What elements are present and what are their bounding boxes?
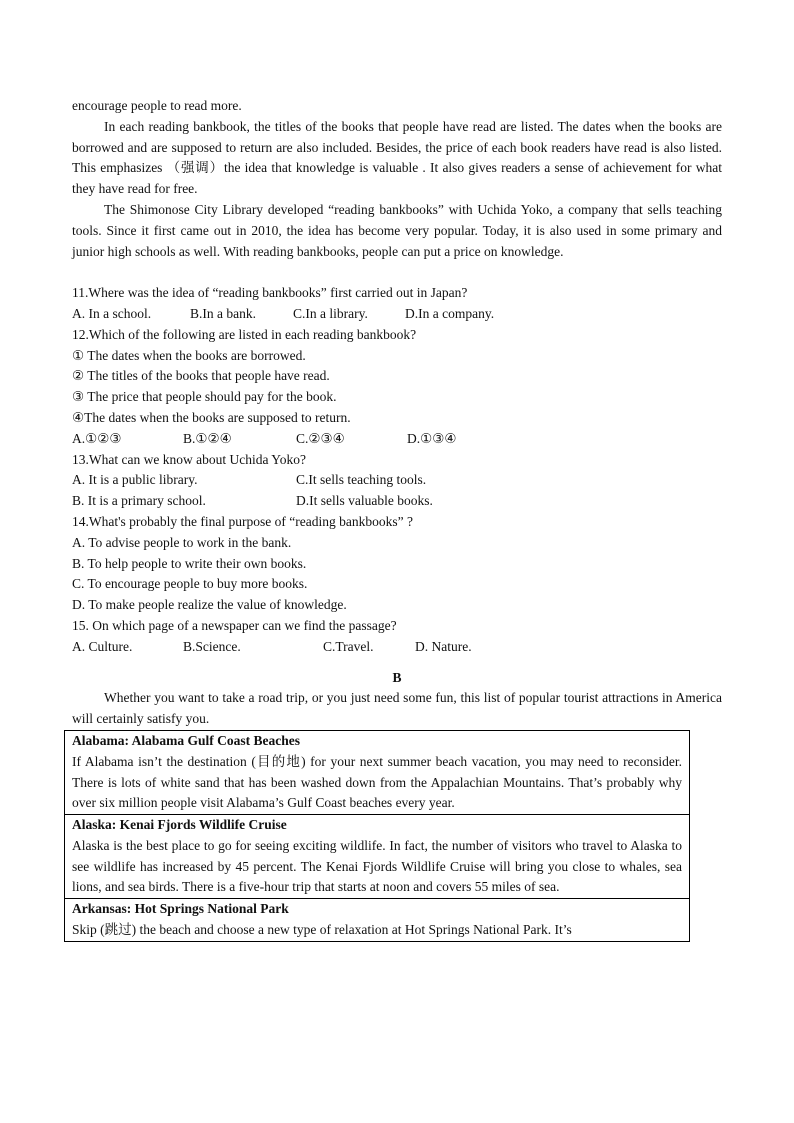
question-13 [72,450,722,512]
option-c: C.In a library. [293,305,368,321]
option-d: D. Nature. [415,638,472,654]
option-c: C.Travel. [323,638,374,654]
option-d: D.It sells valuable books. [296,493,433,509]
question-15 [72,616,722,658]
attractions-table [64,730,690,942]
question-12 [72,325,722,450]
question-stem: 13.What can we know about Uchida Yoko? [72,451,306,467]
question-stem: 12.Which of the following are listed in each reading bankbook? [72,326,417,342]
option-a: A.①②③ [72,430,122,446]
option-d: D.①③④ [407,430,457,446]
attraction-entry-arkansas [65,899,689,941]
question-14 [72,512,722,616]
question-stem: 14.What's probably the final purpose of “reading bankbooks” ? [72,513,413,529]
option-c: C.It sells teaching tools. [296,472,427,488]
attraction-text: If Alabama isn’t the destination (目的地) for your next summer beach vacation, you may need to reconsider. There is lots of white sand that has been washed down from the Appalachian Mountains. That’s probably why over six million people visit Alabama’s Gulf Coast beaches every year. [72,753,682,811]
option-a: A. Culture. [72,638,133,654]
question-stem: 15. On which page of a newspaper can we find the passage? [72,617,397,633]
attraction-text: Skip (跳过) the beach and choose a new type of relaxation at Hot Springs National Park. It’s [72,922,572,938]
option-a: A. In a school. [72,305,152,321]
statement-2: ② The titles of the books that people have read. [72,368,330,384]
answer-options [72,429,722,450]
option-b: B.Science. [183,638,241,654]
statement-3: ③ The price that people should pay for the book. [72,389,337,405]
answer-options [72,304,722,325]
attraction-title: Alaska: Kenai Fjords Wildlife Cruise [72,817,287,833]
passage-b-intro: Whether you want to take a road trip, or you just need some fun, this list of popular tourist attractions in America will certainly satisfy you. [72,690,722,727]
attraction-title: Arkansas: Hot Springs National Park [72,901,289,917]
passage-a-paragraph-1: In each reading bankbook, the titles of the books that people have read are listed. The dates when the books are borrowed and are supposed to return are also included. Besides, the price of each book readers have read is also listed. This emphasizes （强调）the idea that knowledge is valuable . It also gives readers a sense of achievement for what they have read for free. [72,118,722,197]
question-stem: 11.Where was the idea of “reading bankbooks” first carried out in Japan? [72,285,468,301]
option-a: A. To advise people to work in the bank. [72,534,292,550]
attraction-text: Alaska is the best place to go for seeing exciting wildlife. In fact, the number of visitors who travel to Alaska to see wildlife has increased by 45 percent. The Kenai Fjords Wildlife Cruise will bring you close to whales, sea lions, and sea birds. There is a five-hour trip that starts at noon and covers 55 miles of sea. [72,837,682,895]
answer-options-row-1 [72,470,722,491]
statement-1: ① The dates when the books are borrowed. [72,347,306,363]
option-a: A. It is a public library. [72,472,198,488]
document-page [72,96,722,942]
question-11 [72,283,722,325]
option-b: B.In a bank. [190,305,256,321]
option-b: B. To help people to write their own books. [72,555,307,571]
option-b: B. It is a primary school. [72,493,206,509]
answer-options-row-2 [72,491,722,512]
attraction-title: Alabama: Alabama Gulf Coast Beaches [72,732,301,748]
section-b-heading: B [392,669,402,685]
passage-a-continuation: encourage people to read more. [72,98,242,113]
option-c: C.②③④ [296,430,345,446]
attraction-entry-alabama [65,731,689,815]
statement-4: ④The dates when the books are supposed to return. [72,409,351,425]
option-d: D.In a company. [405,305,495,321]
answer-options [72,637,722,658]
attraction-entry-alaska [65,815,689,899]
passage-a-paragraph-2: The Shimonose City Library developed “reading bankbooks” with Uchida Yoko, a company that sells teaching tools. Since it first came out in 2010, the idea has become very popular. Today, it is also used in some primary and junior high schools as well. With reading bankbooks, people can put a price on knowledge. [72,201,722,259]
option-d: D. To make people realize the value of knowledge. [72,597,347,613]
option-b: B.①②④ [183,430,232,446]
option-c: C. To encourage people to buy more books. [72,576,308,592]
